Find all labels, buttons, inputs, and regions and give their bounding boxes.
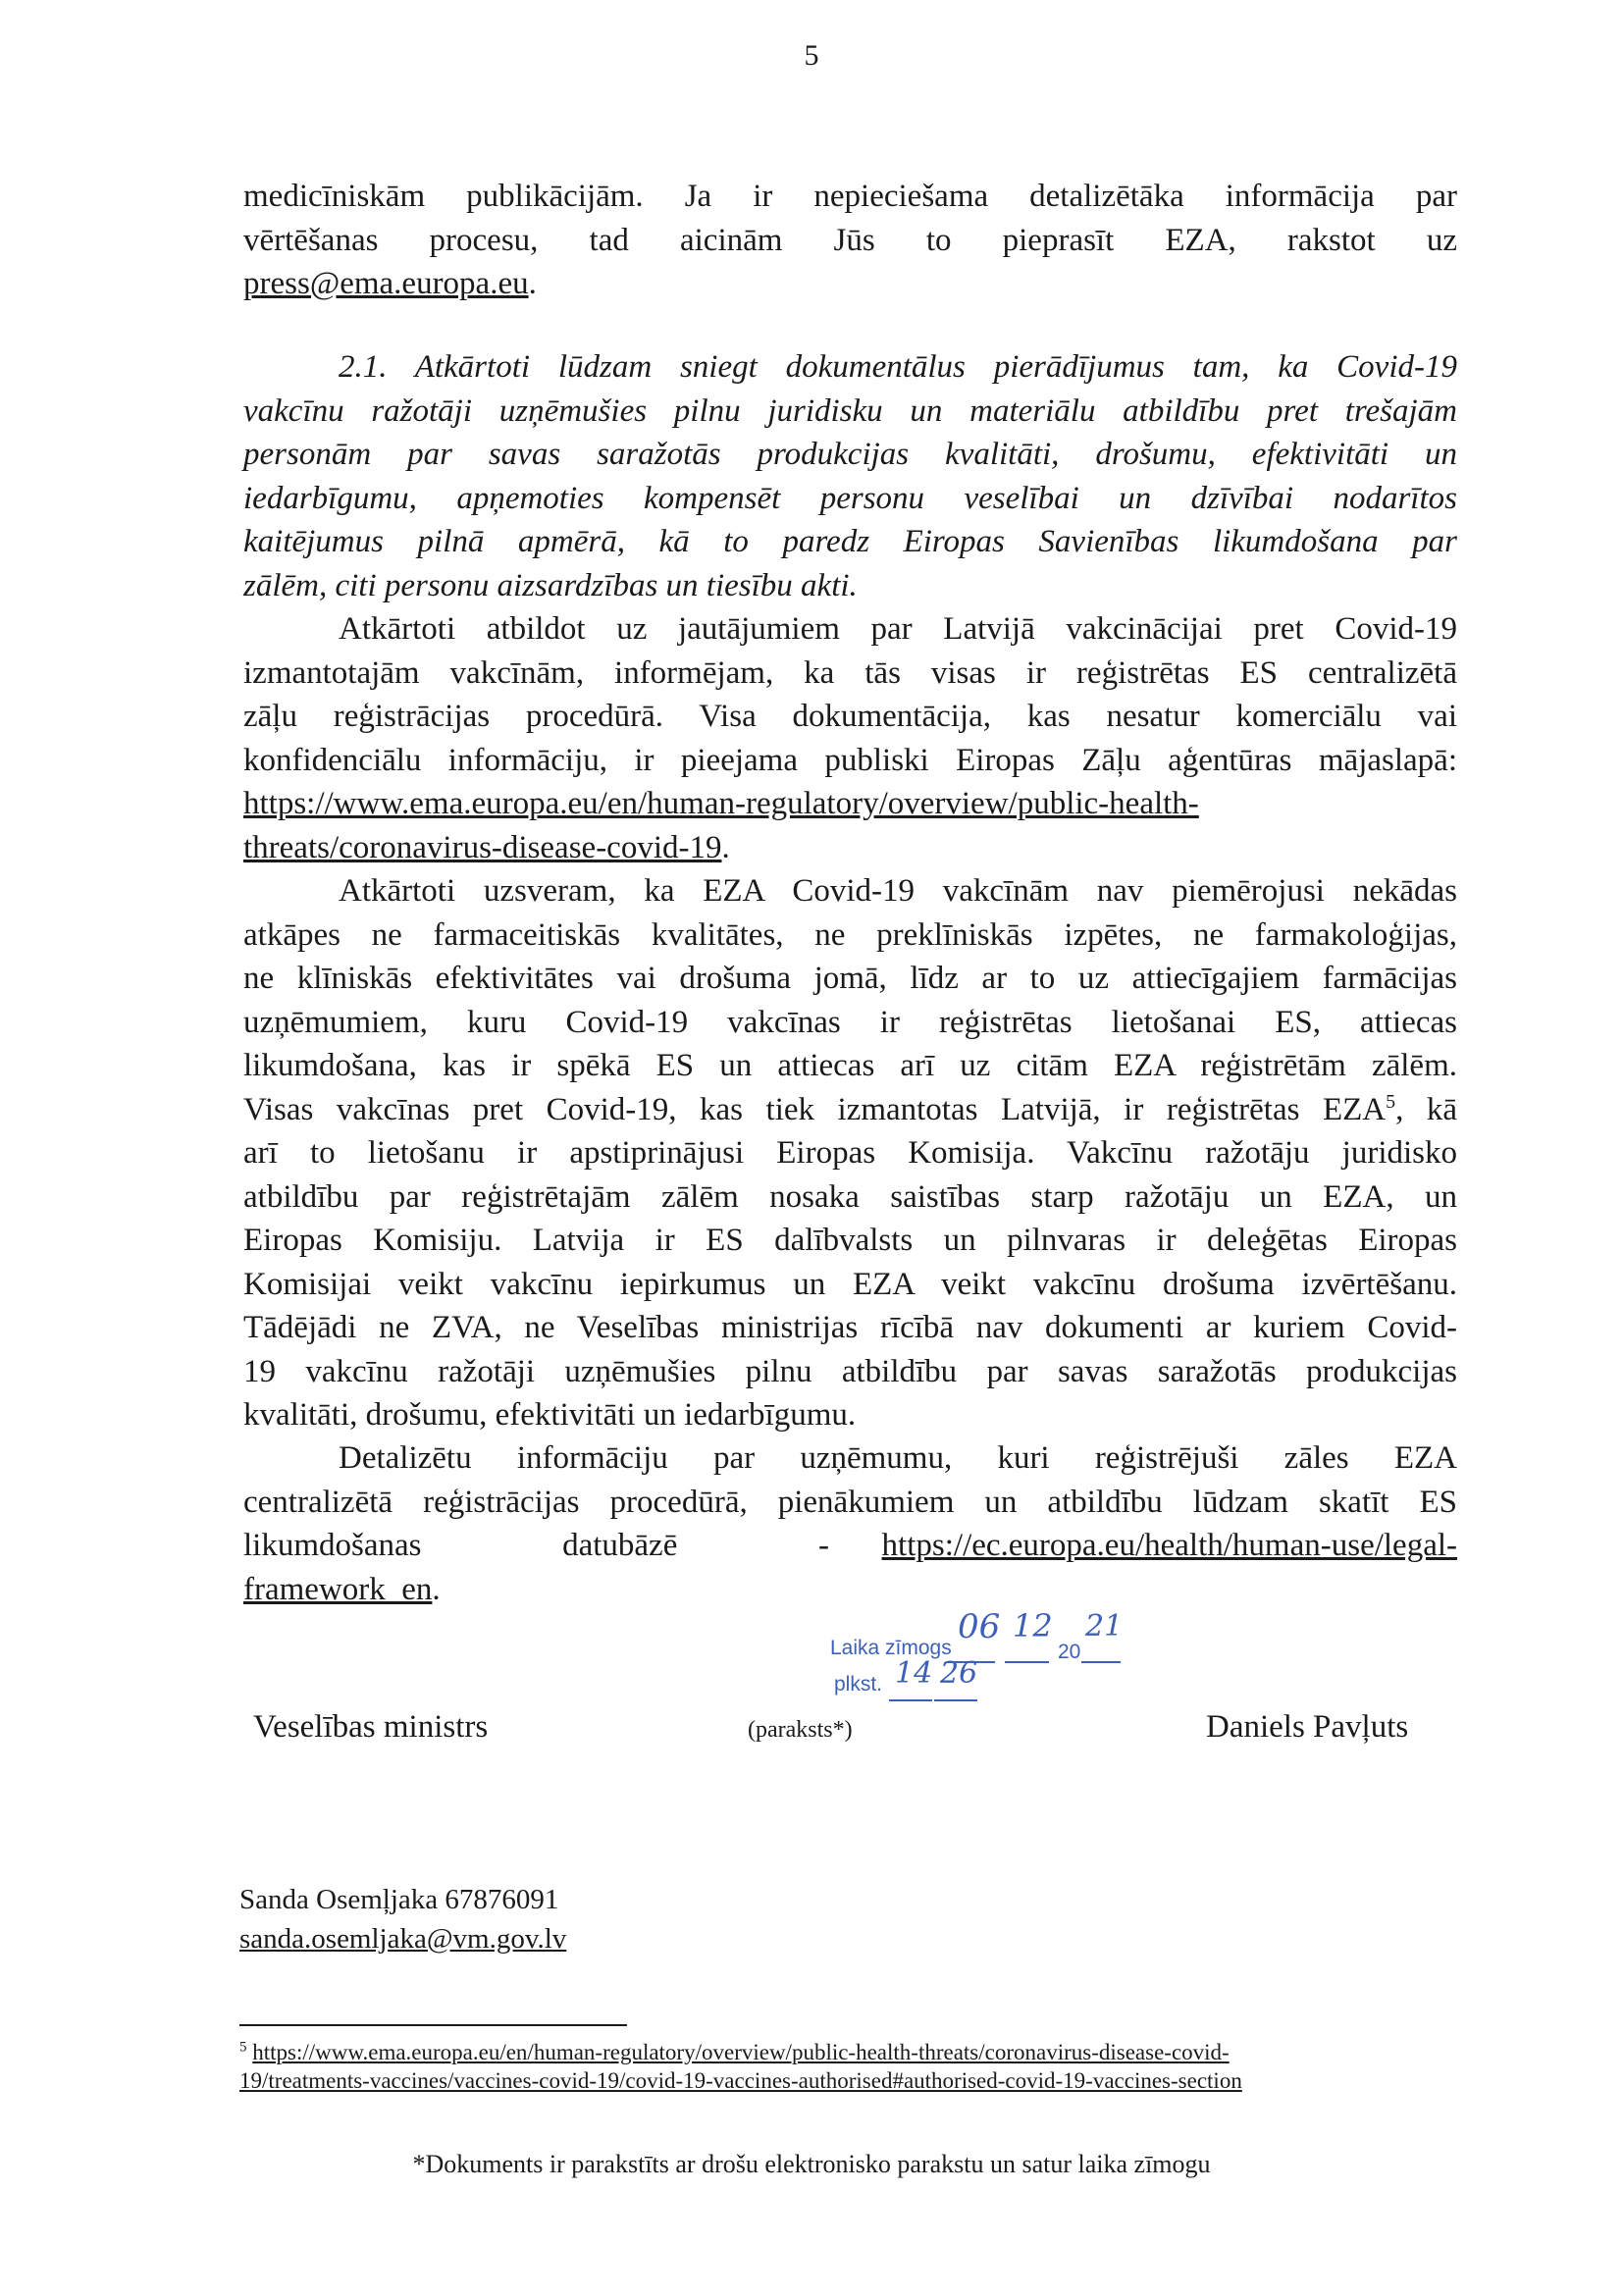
- text-line: zāļu reģistrācijas procedūrā. Visa dokumentācija, kas nesatur komerciālu vai: [243, 699, 1457, 734]
- text-segment: Detalizētu informāciju par uzņēmumu, kuri reģistrējuši zāles EZA: [339, 1440, 1457, 1476]
- text-line: zālēm, citi personu aizsardzības un tiesību akti.: [243, 567, 858, 603]
- stamp-month: 12: [1013, 1607, 1053, 1644]
- paragraph-registration: [243, 607, 1457, 869]
- punctuation: .: [528, 266, 537, 301]
- footnote: [239, 2039, 1466, 2066]
- text-segment: , kā: [1395, 1091, 1457, 1127]
- page-number: 5: [804, 39, 819, 72]
- text-line: Komisijai veikt vakcīnu iepirkumus un EZA veikt vakcīnu drošuma izvērtēšanu.: [243, 1266, 1457, 1302]
- stamp-year: 21: [1085, 1609, 1124, 1644]
- stamp-hour-line: [889, 1699, 932, 1701]
- text-line: ne klīniskās efektivitātes vai drošuma jomā, līdz ar to uz attiecīgajiem farmācijas: [243, 961, 1457, 996]
- footnote-separator: [239, 2024, 627, 2026]
- stamp-minute: 26: [940, 1656, 978, 1691]
- text-line: Tādējādi ne ZVA, ne Veselības ministrijas rīcībā nav dokumenti ar kuriem Covid-: [243, 1310, 1457, 1345]
- stamp-year-line: [1081, 1661, 1121, 1663]
- punctuation: .: [432, 1571, 441, 1607]
- electronic-signature-note: *Dokuments ir parakstīts ar drošu elektronisko parakstu un satur laika zīmogu: [412, 2150, 1211, 2178]
- text-line: atkāpes ne farmaceitiskās kvalitātes, ne preklīniskās izpētes, ne farmakoloģijas,: [243, 916, 1457, 953]
- text-line: izmantotajām vakcīnām, informējam, ka tās visas ir reģistrētas ES centralizētā: [243, 654, 1457, 691]
- text-line: 19 vakcīnu ražotāji uzņēmušies pilnu atbildību par savas saražotās produkcijas: [243, 1353, 1457, 1389]
- stamp-time-label: plkst.: [834, 1673, 883, 1696]
- stamp-day: 06: [958, 1607, 1001, 1646]
- text-line: atbildību par reģistrētajām zālēm nosaka saistības starp ražotāju un EZA, un: [243, 1178, 1457, 1215]
- paragraph-intro: [243, 175, 1457, 306]
- text-segment: Visas vakcīnas pret Covid-19, kas tiek izmantotas Latvijā, ir reģistrētas EZA: [243, 1091, 1387, 1127]
- signatory-title: Veselības ministrs: [253, 1709, 489, 1745]
- signatory-name: Daniels Pavļuts: [1206, 1709, 1409, 1745]
- text-line: kaitējumus pilnā apmērā, kā to paredz Eiropas Savienības likumdošana par: [243, 524, 1457, 559]
- stamp-year-prefix: 20: [1058, 1641, 1081, 1663]
- text-line: [243, 262, 1457, 306]
- text-line: Eiropas Komisiju. Latvija ir ES dalībvalsts un pilnvaras ir deleģētas Eiropas: [243, 1223, 1457, 1258]
- text-segment: Atkārtoti uzsveram, ka EZA Covid-19 vakcīnām nav piemērojusi nekādas: [339, 873, 1457, 909]
- stamp-minute-line: [934, 1699, 977, 1701]
- text-line: likumdošana, kas ir spēkā ES un attiecas arī uz citām EZA reģistrētām zālēm.: [243, 1048, 1457, 1083]
- text-segment: 2.1. Atkārtoti lūdzam sniegt dokumentālus pierādījumus tam, ka Covid-19: [339, 349, 1457, 385]
- ema-covid-link-part2[interactable]: threats/coronavirus-disease-covid-19: [243, 829, 722, 865]
- text-line: arī to lietošanu ir apstiprinājusi Eiropas Komisija. Vakcīnu ražotāju juridisko: [243, 1135, 1457, 1171]
- text-line: iedarbīgumu, apņemoties kompensēt personu veselībai un dzīvībai nodarītos: [243, 480, 1457, 516]
- contact-email-link[interactable]: sanda.osemljaka@vm.gov.lv: [239, 1923, 567, 1955]
- text-line: [243, 869, 1457, 913]
- text-line: vērtēšanas procesu, tad aicinām Jūs to pieprasīt EZA, rakstot uz: [243, 222, 1457, 258]
- signature-placeholder: (paraksts*): [748, 1717, 853, 1743]
- text-line: uzņēmumiem, kuru Covid-19 vakcīnas ir reģistrētas lietošanai ES, attiecas: [243, 1004, 1457, 1040]
- ec-legal-link-part1[interactable]: https://ec.europa.eu/health/human-use/legal-: [881, 1528, 1458, 1563]
- text-segment: likumdošanas datubāzē -: [243, 1528, 829, 1563]
- text-line: [243, 1568, 1457, 1612]
- text-line: konfidenciālu informāciju, ir pieejama publiski Eiropas Zāļu aģentūras mājaslapā:: [243, 742, 1457, 778]
- text-line: medicīniskām publikācijām. Ja ir nepieciešama detalizētāka informācija par: [243, 179, 1457, 214]
- stamp-hour: 14: [895, 1656, 933, 1691]
- paragraph-details: [243, 1436, 1457, 1611]
- text-line: kvalitāti, drošumu, efektivitāti un iedarbīgumu.: [243, 1397, 857, 1433]
- ec-legal-link-part2[interactable]: framework_en: [243, 1571, 433, 1607]
- text-line: vakcīnu ražotāji uzņēmušies pilnu juridisku un materiālu atbildību pret trešajām: [243, 392, 1457, 429]
- ema-covid-link-part1[interactable]: https://www.ema.europa.eu/en/human-regulatory/overview/public-health-: [243, 786, 1199, 821]
- text-segment: Atkārtoti atbildot uz jautājumiem par Latvijā vakcinācijai pret Covid-19: [339, 611, 1457, 647]
- stamp-label: Laika zīmogs: [830, 1637, 952, 1659]
- text-line: [243, 607, 1457, 652]
- press-email-link[interactable]: press@ema.europa.eu: [243, 266, 529, 301]
- paragraph-question: [243, 345, 1457, 607]
- footnote-link-part1[interactable]: https://www.ema.europa.eu/en/human-regulatory/overview/public-health-threats/coronavirus-disease-covid-: [252, 2040, 1230, 2064]
- text-line: [243, 345, 1457, 390]
- footnote-link-part2[interactable]: 19/treatments-vaccines/vaccines-covid-19/covid-19-vaccines-authorised#authorised-covid-19-vaccines-section: [239, 2068, 1242, 2093]
- contact-name-phone: Sanda Osemļjaka 67876091: [239, 1884, 559, 1915]
- text-line: [243, 826, 1457, 870]
- stamp-month-line: [1005, 1661, 1049, 1663]
- paragraph-emphasis: [243, 869, 1457, 1437]
- footnote-continued: [239, 2067, 1466, 2095]
- text-line: centralizētā reģistrācijas procedūrā, pienākumiem un atbildību lūdzam skatīt ES: [243, 1484, 1457, 1520]
- footnote-ref[interactable]: 5: [1386, 1090, 1396, 1113]
- footnote-marker: 5: [239, 2039, 247, 2056]
- punctuation: .: [721, 829, 730, 865]
- text-line: [243, 782, 1457, 826]
- text-line: [243, 1524, 1457, 1568]
- text-line: [243, 1088, 1457, 1132]
- text-line: [243, 1436, 1457, 1481]
- text-line: personām par savas saražotās produkcijas kvalitāti, drošumu, efektivitāti un: [243, 437, 1457, 472]
